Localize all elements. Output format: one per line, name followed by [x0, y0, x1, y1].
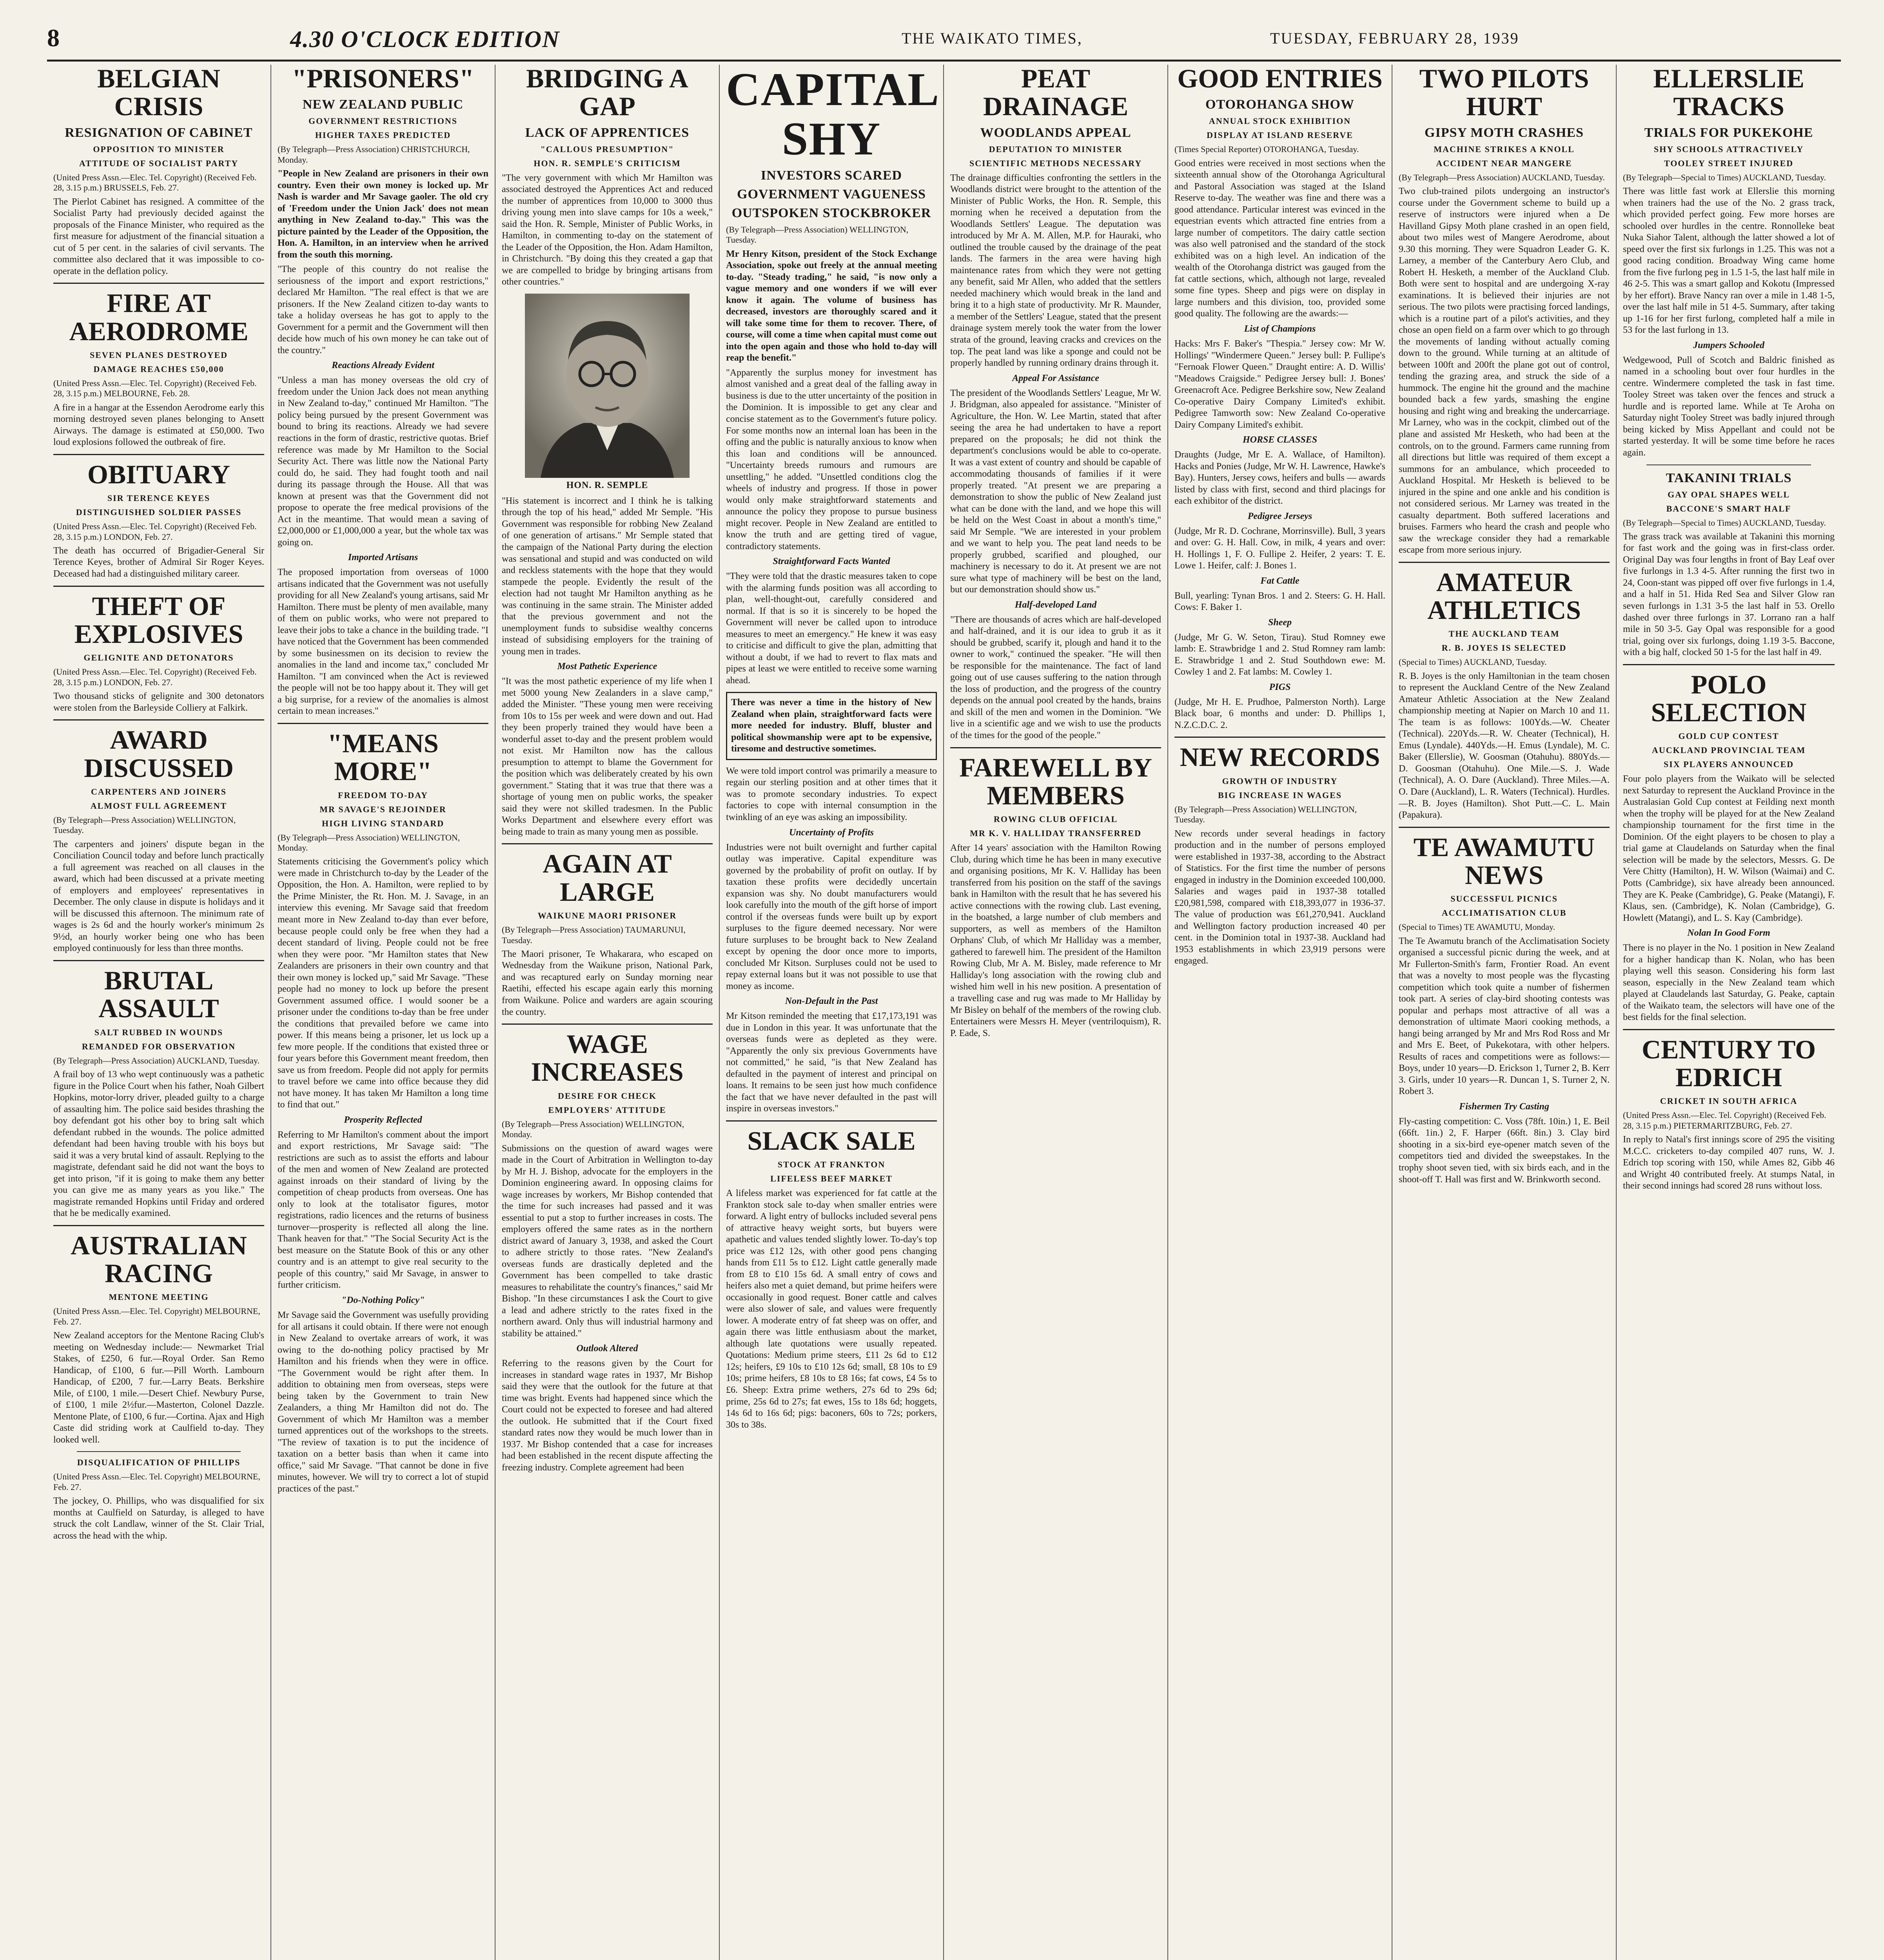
deck: SCIENTIFIC METHODS NECESSARY [969, 158, 1142, 168]
article-body: After 14 years' association with the Hamilton Rowing Club, during which time he has been in many executive and organising positions, Mr K. V. Halliday has been transferred from his position on the staff of the savings bank in Hamilton with the result that he has severed his active connections with the rowing club. Last evening, in the boatshed, a large number of club members and supporters, as well as members of the Hamilton Orphans' Club, of which Mr Halliday was a member, gathered to farewell him. The president of the Hamilton Rowing Club, Mr A. M. Bisley, made reference to Mr Halliday's long association with the rowing club and wished him well in his new position. A presentation of a travelling case and rug was made to Mr Halliday by Mr Bisley on behalf of the members of the rowing club. Entertainers were Messrs H. Meyer (ventriloquism), R. P. Eade, S. [950, 843, 1161, 1038]
article-brutal-assault [53, 967, 264, 1220]
credit-line: (Special to Times) TE AWAMUTU, Monday. [1399, 922, 1555, 932]
divider [950, 747, 1161, 748]
deck: DISPLAY AT ISLAND RESERVE [1207, 130, 1353, 140]
article-slack-sale [726, 1127, 937, 1431]
article-body: Two club-trained pilots undergoing an instructor's course under the Government scheme to build up a reserve of instructors were injured when a De Havilland Gipsy Moth plane crashed in an open field, about two miles west of Mangere Aerodrome, about 9.30 this morning. They were Squadron Leader G. K. Larney, a member of the Canterbury Aero Club, and Robert H. Hesketh, a member of the Auckland Club. Both were sent to hospital and are undergoing X-ray examinations. It is believed their injuries are not serious. The two pilots were practising forced landings, which is a routine part of a pilot's activities, and they chose an open field on a farm over which to go through the movements of landing without actually coming down to the ground. While turning at an altitude of between 100ft and 200ft the plane got out of control, tending the grazing area, and struck the side of a hummock. The engine hit the ground and the machine bounded back a few yards, smashing the engine housing and right wing and breaking the undercarriage. Mr Larney, who was in the cockpit, climbed out of the plane and assisted Mr Hesketh, who had been at the controls, on to the ground. Farmers came running from all directions but little was required of them except a summons for an ambulance, which proceeded to Auckland Hospital. Mr Hesketh is believed to be injured in the spine and one ankle and his condition is not considered serious. Mr Larney was treated in the casualty department. Both suffered lacerations and bruises. Farmers who heard the crash and people who saw the wreckage consider they had a remarkable escape from more serious injury. [1399, 186, 1610, 555]
credit-line: (United Press Assn.—Elec. Tel. Copyright) MELBOURNE, Feb. 27. [53, 1306, 260, 1327]
page-number: 8 [47, 24, 60, 52]
article-body: Submissions on the question of award wages were made in the Court of Arbitration in Wellington to-day by Mr H. J. Bishop, advocate for the employers in the Dominion engineering award. In opposing claims for wage increases by workers, Mr Bishop contended that the time for such increases had passed and it was essential to put a stop to further increases in costs. The employers offered the same rates as in the northern district award of January 3, 1938, and asked the Court to adhere strictly to those rates. "New Zealand's overseas funds are drastically depleted and the Government has been compelled to take drastic measures to rehabilitate the country's finances," said Mr Bishop. "In these circumstances I ask the Court to give a lead and adhere strictly to the rates fixed in the northern award. Only thus will industrial harmony and stability be attained." [502, 1143, 713, 1339]
headline: CAPITAL SHY [726, 65, 940, 165]
deck: WAIKUNE MAORI PRISONER [537, 911, 677, 921]
article-body: Fly-casting competition: C. Voss (78ft. 10in.) 1, E. Beil (66ft. 1in.) 2, F. Harper (66ft. 8in.) 3. Clay bird shooting in a six-bird eye-opener match seven of the competitors tied and divided the sweepstakes. In the trophy shoot seven tied, with six birds each, and in the shoot-off T. Hall was first and W. Brinkworth second. [1399, 1116, 1610, 1185]
deck: TOOLEY STREET INJURED [1664, 158, 1794, 168]
article-body: A frail boy of 13 who wept continuously was a pathetic figure in the Police Court when his father, Noah Gilbert Hopkins, motor-lorry driver, pleaded guilty to a charge of assaulting him. The police said besides thrashing the boy defendant got his other boy to bring salt which defendant rubbed in the wounds. The police admitted defendant had been having trouble with his boys but said it was a very brutal kind of assault. Replying to the magistrate, defendant said he did not want the boys to get into prison, "if it is going to make them any better you can give me as many years as you like." The magistrate remanded Hopkins until Friday and ordered that he be medically examined. [53, 1069, 264, 1219]
subheading: Outlook Altered [576, 1343, 638, 1354]
article-body: Referring to the reasons given by the Court for increases in standard wage rates in 1937, Mr Bishop said they were that the outlook for the future at that time was bright. Events had happened since which the Court could not be expected to foresee and had altered the outlook. He submitted that if the Court fixed standard rates now they would be much lower than in 1937. Mr Bishop contended that a case for increases had been established in the recent dispute affecting the freezing industry. Complete agreement had been [502, 1358, 713, 1473]
headline: AMATEUR ATHLETICS [1427, 567, 1581, 625]
column-2 [271, 65, 496, 1960]
article-body: Hacks: Mrs F. Baker's "Thespia." Jersey cow: Mr W. Hollings' "Windermere Queen." Jersey bull: P. Fullipe's "Fernoak Flower Queen." Draught entire: A. D. Willis' "Meadows Craigside." Pedigree Jersey bull: J. Bones' Greenacroft Ace. Pedigree Berkshire sow, New Zealand Co-operative Dairy Company Limited's exhibit. Pedigree Tamworth sow: New Zealand Co-operative Dairy Company Limited's exhibit. [1174, 339, 1385, 430]
deck: DEPUTATION TO MINISTER [989, 144, 1123, 154]
article-new-records [1174, 743, 1385, 967]
deck: THE AUCKLAND TEAM [1448, 629, 1560, 639]
credit-line: (By Telegraph—Press Association) WELLINGTON, Monday. [502, 1119, 684, 1140]
article-ellerslie-tracks [1623, 65, 1835, 459]
article-body: Referring to Mr Hamilton's comment about the import and export restrictions, Mr Savage said: "The restrictions are such as to assist the efforts and labour of the men and women of New Zealand are protected against inroads on their standard of living by the competition of cheap products from overseas. One has only to look at the totalisator figures, motor registrations, radio licences and the returns of business turnover—prosperity is reflected all along the line. Thank heaven for that." "The Social Security Act is the best measure on the Statute Book of this or any other country and is an attempt to give real security to the people of this country," said Mr Savage, in answer to further criticism. [278, 1129, 488, 1290]
subheading: Fat Cattle [1260, 575, 1300, 586]
deck: GIPSY MOTH CRASHES [1425, 125, 1584, 140]
headline: BRIDGING A GAP [526, 65, 688, 122]
deck: GAY OPAL SHAPES WELL [1667, 489, 1790, 499]
subheading: Jumpers Schooled [1693, 340, 1764, 350]
deck: DAMAGE REACHES £50,000 [93, 364, 224, 374]
divider [53, 1225, 264, 1226]
credit-line: (By Telegraph—Special to Times) AUCKLAND, Tuesday. [1623, 172, 1826, 182]
article-body: "They were told that the drastic measures taken to cope with the alarming funds position was all according to plan, well-thought-out, carefully considered and normal. If that is so it is sincerely to be hoped the Government will never be called upon to introduce measures to meet an emergency." He knew it was easy to criticise and difficult to give the plan, admitting that without a doubt, if we had to revert to flax mats and pipes at least we were entitled to receive some warning ahead. [726, 571, 937, 686]
deck: WOODLANDS APPEAL [980, 125, 1131, 140]
article-australian-racing [53, 1232, 264, 1542]
article-body: Draughts (Judge, Mr E. A. Wallace, of Hamilton). Hacks and Ponies (Judge, Mr W. H. Lawrence, Hawke's Bay). Hunters, Jersey cows, heifers and bulls — awards listed by class with first, second and third placings for each exhibitor of the district. [1174, 450, 1385, 506]
credit-line: (By Telegraph—Press Association) AUCKLAND, Tuesday. [1399, 172, 1605, 182]
headline: BELGIAN CRISIS [97, 65, 220, 122]
columns [47, 65, 1841, 1960]
divider [1399, 562, 1610, 563]
deck: OTOROHANGA SHOW [1205, 97, 1354, 112]
divider [53, 960, 264, 961]
article-fire-aerodrome [53, 289, 264, 448]
deck: NEW ZEALAND PUBLIC [302, 97, 464, 112]
headline: BRUTAL ASSAULT [98, 965, 219, 1024]
credit-line: (By Telegraph—Press Association) WELLINGTON, Monday. [278, 832, 460, 853]
article-lede: "People in New Zealand are prisoners in their own country. Even their own money is locked up. Mr Nash is warder and Mr Savage gaoler. The old cry of 'Freedom under the Union Jack' does not mean anything in New Zealand to-day." This was the picture painted by the Leader of the Opposition, the Hon. A. Hamilton, in an interview when he arrived from the south this morning. [278, 169, 488, 260]
deck: LIFELESS BEEF MARKET [770, 1174, 893, 1184]
deck: HIGH LIVING STANDARD [321, 818, 445, 828]
deck: ANNUAL STOCK EXHIBITION [1209, 116, 1351, 126]
credit-line: (United Press Assn.—Elec. Tel. Copyright) (Received Feb. 28, 3.15 p.m.) LONDON, Feb. 27. [53, 667, 257, 687]
article-body: The Pierlot Cabinet has resigned. A committee of the Socialist Party had previously decided against the proposals of the Finance Minister, who required as the first measure for adjustment of the financial situation a cut of 5 per cent. in the salaries of civil servants. The committee also declared that it was impossible to co-operate in the deflation policy. [53, 196, 264, 276]
article-body: The jockey, O. Phillips, who was disqualified for six months at Caulfield on Saturday, is alleged to have struck the colt Landlaw, winner of the St. Clair Trial, across the head with the whip. [53, 1496, 264, 1541]
deck: GOLD CUP CONTEST [1678, 731, 1779, 741]
headline: NEW RECORDS [1180, 742, 1380, 772]
article-body: "Unless a man has money overseas the old cry of freedom under the Union Jack does not mean anything in New Zealand to-day," continued Mr Hamilton. "The policy being pursued by the present Government was bound to bring its reactions. Already we had severe reactions in the form of drastic, restrictive quotas. Brief reference was made by Mr Hamilton to the Social Security Act. There was little now the National Party could do, he said. They had fought tooth and nail during its passage through the House. All that was known at present was that the Government did not propose to operate the free medical provisions of the Act in the meantime. That would mean a saving of £2,000,000 or £1,000,000 a year, but the whole tax was going on. [278, 375, 488, 548]
deck: GELIGNITE AND DETONATORS [83, 653, 234, 663]
subheading: Nolan In Good Form [1687, 928, 1770, 938]
headline: TWO PILOTS HURT [1419, 65, 1589, 122]
deck: SALT RUBBED IN WOUNDS [94, 1027, 223, 1037]
subheading: Most Pathetic Experience [557, 661, 657, 672]
article-body: The death has occurred of Brigadier-General Sir Terence Keyes, brother of Admiral Sir Roger Keyes. Deceased had had a distinguished military career. [53, 545, 264, 579]
article-means-more [278, 730, 488, 1495]
deck: DISTINGUISHED SOLDIER PASSES [76, 507, 242, 517]
subheading: Appeal For Assistance [1012, 373, 1099, 383]
credit-line: (United Press Assn.—Elec. Tel. Copyright) (Received Feb. 28, 3.15 p.m.) PIETERMARITZBURG, Feb. 27. [1623, 1110, 1826, 1131]
headline: ELLERSLIE TRACKS [1653, 65, 1804, 122]
portrait-photo [525, 294, 690, 478]
article-bridging-gap [502, 65, 713, 838]
headline: CENTURY TO EDRICH [1641, 1034, 1816, 1093]
article-theft-explosives [53, 592, 264, 714]
article-body: Two thousand sticks of gelignite and 300 detonators were stolen from the Barleyside Colliery at Falkirk. [53, 691, 264, 713]
headline: AUSTRALIAN RACING [71, 1230, 247, 1289]
divider [53, 454, 264, 455]
deck: ACCLIMATISATION CLUB [1441, 908, 1567, 918]
deck: AUCKLAND PROVINCIAL TEAM [1652, 745, 1806, 755]
divider [53, 719, 264, 720]
deck: LACK OF APPRENTICES [525, 125, 690, 140]
article-award-discussed [53, 726, 264, 955]
credit-line: (By Telegraph—Press Association) TAUMARUNUI, Tuesday. [502, 925, 686, 945]
deck: MR SAVAGE'S REJOINDER [319, 804, 446, 814]
credit-line: (By Telegraph—Press Association) AUCKLAND, Tuesday. [53, 1055, 260, 1065]
deck: CARPENTERS AND JOINERS [91, 786, 227, 797]
column-3 [496, 65, 720, 1960]
deck: BACCONE'S SMART HALF [1666, 503, 1791, 514]
credit-line: (By Telegraph—Press Association) WELLINGTON, Tuesday. [726, 225, 909, 245]
credit-line: (United Press Assn.—Elec. Tel. Copyright) (Received Feb. 28, 3.15 p.m.) BRUSSELS, Feb. 27. [53, 172, 257, 193]
credit-line: (By Telegraph—Press Association) WELLINGTON, Tuesday. [1174, 804, 1357, 825]
article-prisoners [278, 65, 488, 717]
credit-line: (United Press Assn.—Elec. Tel. Copyright) MELBOURNE, Feb. 27. [53, 1472, 260, 1492]
deck: SEVEN PLANES DESTROYED [89, 350, 228, 360]
deck: SIX PLAYERS ANNOUNCED [1663, 759, 1794, 769]
article-te-awamutu-news [1399, 833, 1610, 1185]
deck: ATTITUDE OF SOCIALIST PARTY [79, 158, 239, 168]
article-body: There was little fast work at Ellerslie this morning when trainers had the use of the No. 2 grass track, which provided perfect going. Few more horses are schooled over hurdles in the centre. Ronnolleke beat Nuka Siahor Talent, although the latter showed a lot of speed over the first six furlongs in 1.25. This was not a good racing condition. Broadway Wing came home from the five furlong peg in 1.5 1-5, the last half mile in 46 2-5. This was a smart gallop and Kokotu (Impressed by her effort). Brave Nancy ran over a mile in 1.48 1-5, over the last half mile in 51 4-5. Summary, after taking up 1-16 for her first furlong, completed half a mile in 53 for the last furlong in 13. [1623, 186, 1835, 336]
issue-date: TUESDAY, FEBRUARY 28, 1939 [1270, 29, 1519, 47]
deck: BIG INCREASE IN WAGES [1218, 790, 1342, 800]
article-obituary [53, 461, 264, 580]
headline: "PRISONERS" [292, 65, 474, 93]
divider [53, 283, 264, 284]
deck: STOCK AT FRANKTON [777, 1160, 886, 1170]
credit-line: (United Press Assn.—Elec. Tel. Copyright) (Received Feb. 28, 3.15 p.m.) MELBOURNE, Feb. 28. [53, 378, 257, 399]
article-body: A lifeless market was experienced for fat cattle at the Frankton stock sale to-day when smaller entries were forward. A light entry of bullocks included several pens of attractive heavy weight sorts, but buyers were apathetic and values tended slightly lower. To-day's top price was £12 12s, with other good pens changing hands from £11 5s to £12. Light cattle generally made from £8 to £10 15s 6d. A small entry of cows and heifers also met a quiet demand, but prime heifers were occasionally in good request. Boner cattle and calves were also slower of sale, and values were frequently lower. A moderate entry of fat sheep was on offer, and again there was little enthusiasm about the market, although late quotations were usually repeated. Quotations: Medium prime steers, £11 2s 6d to £12 12s; heifers, £9 10s to £10 12s 6d; small, £8 10s to £9 10s; prime heifers, £8 10s to £8 16s; fat cows, £4 5s to £6. Sheep: Extra prime wethers, 27s 6d to 29s 6d; prime, 25s 6d to 27s; fat ewes, 15s to 18s 6d; hoggets, 14s 6d to 16s 6d; pigs: baconers, 60s to 72s; porkers, 30s to 38s. [726, 1188, 937, 1430]
article-body: In reply to Natal's first innings score of 295 the visiting M.C.C. cricketers to-day compiled 407 runs, W. J. Edrich top scoring with 150, while Ames 82, Gibb 46 and Wright 40 contributed freely. At stumps Natal, in their second innings had scored 28 runs without loss. [1623, 1134, 1835, 1191]
article-body: "His statement is incorrect and I think he is talking through the top of his head," added Mr Semple. "His Government was responsible for robbing New Zealand of one generation of artisans." Mr Semple stated that the campaign of the National Party during the election was sensational and stupid and was conducted on wild and reckless statements with the hope that they would stampede the people. Evidently the result of the election had not taught Mr Hamilton anything as he was continuing in the same strain. The Minister added that the previous government and not the unemployment funds to subsidise wealthy concerns instead of subsidising employers for the training of young men in trades. [502, 495, 713, 657]
edition-title: 4.30 O'CLOCK EDITION [290, 26, 560, 52]
article-body: Wedgewood, Pull of Scotch and Baldric finished as named in a schooling bout over four hurdles in the centre. Windermere completed the task in fast time. Tooley Street was taken over the fences and struck a hurdle and is reported lame. While at Te Aroha on Saturday night Tooley Street was badly injured through being kicked by Miss Appellant and could not be started yesterday. It will be some time before he races again. [1623, 355, 1835, 458]
divider [278, 723, 488, 724]
article-body: A fire in a hangar at the Essendon Aerodrome early this morning destroyed seven planes belonging to Ansett Airways. The damage is estimated at £50,000. Two loud explosions followed the outbreak of fire. [53, 402, 264, 448]
credit-line: (By Telegraph—Special to Times) AUCKLAND, Tuesday. [1623, 517, 1826, 528]
article-body: The drainage difficulties confronting the settlers in the Woodlands district were brought to the attention of the Minister of Public Works, the Hon. R. Semple, this morning when he received a deputation from the Woodlands Settlers' League. The deputation was introduced by Mr A. M. Allen, M.P. for Hauraki, who outlined the trouble caused by the drainage of the peat lands. The farmers in the area were having high maintenance rates from which they were not getting any benefit, said Mr Allen, who added that the settlers needed machinery which would break in the land and bring it to a high state of productivity. Mr R. Maunder, a member of the Settlers' League, stated that the present drainage system merely took the water from the lower strata of the ground, leaving cracks and crevices on the top. The peat land was like a sponge and could not be properly handled by running ordinary drains through it. [950, 172, 1161, 368]
subheading: Prosperity Reflected [344, 1114, 422, 1125]
article-body: "It was the most pathetic experience of my life when I met 5000 young New Zealanders in a slave camp," added the Minister. "These young men were receiving from 10s to 15s per week and were down and out. Had they been properly trained they would have been a wonderful asset to-day and the present problem would not exist. Mr Hamilton now has the callous presumption to attempt to blame the Government for the position which was deliberately created by his own government." Stating that it was true that there was a shortage of young men on public works, the speaker said they were not skilled tradesmen. In the Public Works Department and elsewhere every effort was being made to train as many young men as possible. [502, 676, 713, 837]
divider [502, 843, 713, 844]
article-body: (Judge, Mr G. W. Seton, Tirau). Stud Romney ewe lamb: E. Strawbridge 1 and 2. Stud Romney ram lamb: E. Strawbridge 1 and 2. Stud Southdown ewe: M. Cowley 1 and 2. Fat lambs: M. Cowley 1. [1174, 632, 1385, 677]
article-body: The grass track was available at Takanini this morning for fast work and the going was in first-class order. Original Day was four lengths in front of Bay Leaf over five furlongs in 1.3 4-5. After running the first two in 24, Coon-stant was pipped off over five furlongs in 1.4, and a half in 51. Hida Red Sea and Silver Glow ran seven furlongs in 1.31 3-5 the last half in 53. Orello dashed over three furlongs in 37. Lorrano ran a half mile in 50 3-5. Gay Opal was responsible for a good trial, going over six furlongs, doing 1.19 3-5. Baccone, with a big half, clocked 50 1-5 for the last half in 49. [1623, 531, 1835, 658]
article-body: Statements criticising the Government's policy which were made in Christchurch to-day by the Leader of the Opposition, the Hon. A. Hamilton, were replied to by the Prime Minister, the Rt. Hon. M. J. Savage, in an interview this evening. Mr Savage said that freedom meant more in New Zealand to-day than ever before, because people could only be free when they had a decent standard of living. People could not be free when they were poor. "Mr Hamilton states that New Zealanders are prisoners in their own country and that their own money is locked up," said Mr Savage. "These people had no money to lock up before the present Government assumed office. I would sooner be a prisoner under the conditions to-day than be free under the conditions that prevailed before we came into power. If this means being a prisoner, let us lock up a few more people. If the conditions that existed three or four years before this Government meant freedom, then save us from freedom. People did not apply for permits to travel before we came into office because they did not have money. It has taken Mr Hamilton a long time to find that out." [278, 857, 488, 1110]
article-body: Mr Savage said the Government was usefully providing for all artisans it could obtain. If there were not enough in New Zealand to overtake arrears of work, it was owing to the do-nothing policy practised by Mr Hamilton and his friends when they were in office. "The Government would be right after them. In addition to obtaining men from overseas, steps were being taken by the Government to train New Zealanders, a thing Mr Hamilton did not do. The Government of which Mr Hamilton was a member turned apprentices out of the workshops to the streets. "The review of taxation is to put the incidence of taxation on a better basis than when it came into office," said Mr Savage. "That cannot be done in five minutes, however. We will try to correct a lot of stupid practices of the past." [278, 1310, 488, 1494]
subheading: Uncertainty of Profits [789, 827, 874, 838]
deck: ACCIDENT NEAR MANGERE [1436, 158, 1572, 168]
deck: OUTSPOKEN STOCKBROKER [731, 206, 931, 220]
column-1 [47, 65, 271, 1960]
credit-line: (By Telegraph—Press Association) WELLINGTON, Tuesday. [53, 815, 236, 835]
headline: FAREWELL BY MEMBERS [959, 752, 1152, 810]
column-4 [720, 65, 944, 1960]
article-body: New records under several headings in factory production and in the number of persons employed were established in 1937-38, according to the Abstract of Statistics. For the first time the number of persons engaged in industry in the Dominion exceeded 100,000. Salaries and wages paid in 1937-38 totalled £20,981,598, compared with £18,393,077 in 1936-37. The value of production was £61,270,941. Auckland and Wellington factory production increased 40 per cent. in the Dominion total in 1937-38. Auckland had 1953 establishments in which 23,919 persons were engaged. [1174, 828, 1385, 966]
article-body: (Judge, Mr H. E. Prudhoe, Palmerston North). Large Black boar, 6 months and under: D. Phillips 1, N.Z.C.D.C. 2. [1174, 697, 1385, 730]
deck: DESIRE FOR CHECK [557, 1091, 657, 1101]
divider [53, 586, 264, 587]
article-peat-drainage [950, 65, 1161, 742]
deck: CRICKET IN SOUTH AFRICA [1660, 1096, 1798, 1106]
article-belgian-crisis [53, 65, 264, 277]
headline: POLO SELECTION [1651, 669, 1807, 727]
headline: AGAIN AT LARGE [543, 849, 672, 907]
divider [1399, 827, 1610, 828]
pull-quote-box: There was never a time in the history of New Zealand when plain, straightforward facts were more needed for industry. Bluff, bluster and political showmanship were apt to be expensive, tiresome and destructive sometimes. [726, 692, 937, 760]
article-body: "The people of this country do not realise the seriousness of the import and export restrictions," declared Mr Hamilton. "The real effect is that we are prisoners. If the New Zealand citizen to-day wants to take a holiday overseas he has got to apply to the Government for a permit and the Government will then decide how much of his own money he can take out of the country." [278, 264, 488, 356]
article-body: "Apparently the surplus money for investment has almost vanished and a great deal of the falling away in business is due to the utter uncertainty of the position in the Dominion. It is impossible to get any clear and concise statement as to the Government's future policy. For some months now an internal loan has been in the offing and the public is naturally anxious to know when this loan and conditions will be announced. "Uncertainty breeds rumours and rumours are unsettling," he added. "Unsettled conditions clog the wheels of industry and progress. If those in power would only make straightforward statements and announce the policy they propose to pursue business might recover. People in New Zealand are entitled to know the truth and are getting tired of vague, contradictory statements. [726, 367, 937, 552]
subheading: List of Champions [1244, 324, 1316, 334]
article-body: "The very government with which Mr Hamilton was associated destroyed the Apprentices Act and reduced the number of apprentices from 10,000 to 3000 thus driving young men into slave camps for 10s a week," said the Hon. R. Semple, Minister of Public Works, in Hamilton, in commenting to-day on the statement of the Leader of the Opposition, the Hon. Adam Hamilton, in Christchurch. "By doing this they created a gap that we are compelled to bridge by bringing artisans from other countries." [502, 172, 713, 287]
deck: FREEDOM TO-DAY [338, 790, 428, 800]
article-lede: Mr Henry Kitson, president of the Stock Exchange Association, spoke out freely at the annual meeting to-day. "Steady trading," he said, "is now only a vague memory and one wonders if we will ever know it again. The volume of business has decreased, investors are thoroughly scared and it will take some time for them to recover. There, of course, will come a time when capital must come out into the open again and those who hold to-day will reap the benefit." [726, 249, 937, 363]
article-two-pilots-hurt [1399, 65, 1610, 556]
article-body: The Maori prisoner, Te Whakarara, who escaped on Wednesday from the Waikune prison, National Park, and was recaptured early on Sunday morning near Raetihi, effected his escape again early this morning from Waikune. Police and warders are again scouring the country. [502, 949, 713, 1017]
article-body: There is no player in the No. 1 position in New Zealand for a higher handicap than K. Nolan, who has been playing well this season. Considering his form last season, especially in the New Zealand team which played at Claudelands last Saturday, G. Peake, captain of the Waikato team, the selectors will have one of the best fields for the final selection. [1623, 943, 1835, 1023]
article-body: New Zealand acceptors for the Mentone Racing Club's meeting on Wednesday include:— Newmarket Trial Stakes, of £250, 6 fur.—Royal Order. San Remo Handicap, of £100, 6 fur.—Pill Worth. Lambourn Handicap, of £200, 7 fur.—Larry Beats. Berkshire Mile, of £100, 1 mile.—Desert Chief. Newbury Purse, of £100, 1 mile 2½fur.—Masterton, Colonel Dazzle. Mentone Plate, of £100, 6 fur.—Cortina. Ajax and High Caste did striding work at Caulfield to-day. They looked well. [53, 1330, 264, 1445]
article-polo-selection [1623, 671, 1835, 1024]
article-body: Good entries were received in most sections when the sixteenth annual show of the Otorohanga Agricultural and Pastoral Association was staged at the Island Reserve to-day. The weather was fine and there was a good attendance. Particular interest was evinced in the equestrian events which attracted fine entries from a large number of competitors. The dairy cattle section was also well patronised and the standard of the stock exhibited was on a high level. An indication of the wealth of the Otorohanga district was gauged from the fat cattle sections, which, although not large, revealed some fine types. Sheep and pigs were on display in large numbers and this division, too, provided some good quality. The following are the awards:— [1174, 158, 1385, 319]
subheading: Imported Artisans [348, 552, 418, 563]
article-wage-increases [502, 1030, 713, 1474]
deck: HIGHER TAXES PREDICTED [315, 130, 451, 140]
deck: "CALLOUS PRESUMPTION" [540, 144, 674, 154]
article-takanini-trials [1623, 471, 1835, 659]
article-century-to-edrich [1623, 1036, 1835, 1192]
divider [77, 1451, 241, 1452]
deck: REMANDED FOR OBSERVATION [82, 1041, 236, 1051]
credit-line: (By Telegraph—Press Association) CHRISTCHURCH, Monday. [278, 144, 470, 165]
deck: GROWTH OF INDUSTRY [1222, 776, 1338, 786]
article-body: Industries were not built overnight and further capital outlay was imperative. Capital expenditure was governed by the probability of profit on outlay. If by taxation these profits were decidedly uncertain expansion was shy. No doubt manufacturers would look carefully into the mouth of the gift horse of import control if the overseas funds were built up by export surpluses to the figure deemed necessary. Nor were future surpluses to be brought back to New Zealand except by opening the door once more to imports, concluded Mr Kitson. Surpluses could not be used to repay external loans but it was not possible to use that money as income. [726, 842, 937, 991]
article-body: The president of the Woodlands Settlers' League, Mr W. J. Bridgman, also appealed for assistance. "Minister of Agriculture, the Hon. W. Lee Martin, stated that after seeing the area he had undertaken to have a report prepared on the proposals; he did not think the department's conclusions would be able to co-operate. It was a vast extent of country and should be capable of accommodating thousands of families if it were properly treated. "At present we are preparing a demonstration to show the public of New Zealand just what can be done with the land, and we hope this will be held on the West Coast in about a month's time," said Mr Semple. "We are interested in your problem and we want to help you. The peat land needs to be properly grubbed, scarified and ploughed, our machinery is necessary to do it. At present we are not sure what type of machinery will be best on the land, but our demonstration should show us." [950, 388, 1161, 595]
deck: EMPLOYERS' ATTITUDE [548, 1105, 666, 1115]
subheading: Straightforward Facts Wanted [773, 556, 890, 567]
headline: OBITUARY [87, 459, 231, 489]
deck: SHY SCHOOLS ATTRACTIVELY [1653, 144, 1804, 154]
deck: ROWING CLUB OFFICIAL [993, 814, 1118, 824]
article-body: Four polo players from the Waikato will be selected next Saturday to represent the Auckland Province in the Australasian Gold Cup contest at Feilding next month when the trophy will be played for at the New Zealand championship tournament for the first time in the Dominion. Of the eight players to be chosen to play a trial game at Claudelands on Saturday when the final selection will be made by the selectors, Messrs. G. De Vere Chitty (Hamilton), H. W. Wilson (Waimai) and C. Potts (Cambridge), six have already been announced. They are K. Peake (Cambridge), G. Peake (Matangi), F. Klaus, sen. (Cambridge), K. Nolan (Cambridge), G. Howlett (Matangi), and L. S. Kay (Cambridge). [1623, 774, 1835, 923]
deck: TRIALS FOR PUKEKOHE [1644, 125, 1813, 140]
subheading: HORSE CLASSES [1242, 435, 1318, 445]
divider [726, 1120, 937, 1122]
headline: TE AWAMUTU NEWS [1413, 832, 1595, 890]
headline: AWARD DISCUSSED [84, 725, 234, 783]
deck: SIR TERENCE KEYES [107, 493, 211, 503]
article-amateur-athletics [1399, 568, 1610, 821]
credit-line: (United Press Assn.—Elec. Tel. Copyright) (Received Feb. 28, 3.15 p.m.) LONDON, Feb. 27. [53, 521, 257, 542]
subheading: Non-Default in the Past [785, 996, 878, 1007]
article-body: Bull, yearling: Tynan Bros. 1 and 2. Steers: G. H. Hall. Cows: F. Baker 1. [1174, 590, 1385, 613]
article-again-at-large [502, 850, 713, 1018]
divider [1623, 664, 1835, 665]
photo-caption: HON. R. SEMPLE [566, 480, 648, 490]
deck: HON. R. SEMPLE'S CRITICISM [534, 158, 681, 168]
subheading: Sheep [1268, 617, 1292, 628]
subheading: Pedigree Jerseys [1247, 511, 1312, 521]
deck: ALMOST FULL AGREEMENT [90, 800, 227, 811]
headline: "MEANS MORE" [327, 728, 439, 786]
column-8 [1617, 65, 1841, 1960]
article-body: "There are thousands of acres which are half-developed and half-drained, and it is our idea to grub it as it should be grubbed, scarify it, plough and hand it to the owner to work," continued the speaker. "He will then be responsible for the maintenance. The fact of land going out of use causes suffering to the nation through the loss of production, and the progress of the country depends on the annual pool created by the hands, brains and skill of the men and women in the Dominion. "We live in a scientific age and we wish to use the products of the times for the good of the people." [950, 614, 1161, 740]
deck: MENTONE MEETING [109, 1292, 209, 1302]
headline: WAGE INCREASES [531, 1029, 684, 1087]
article-capital-shy [726, 65, 940, 1115]
article-good-entries [1174, 65, 1385, 731]
article-body: We were told import control was primarily a measure to regain our sterling position and at other times that it was to promote secondary industries. To expect factories to cope with internal consumption in the twinkling of an eye was asking an impossibility. [726, 766, 937, 822]
deck: DISQUALIFICATION OF PHILLIPS [77, 1457, 241, 1468]
column-6 [1168, 65, 1392, 1960]
column-7 [1392, 65, 1617, 1960]
article-body: R. B. Joyes is the only Hamiltonian in the team chosen to represent the Auckland Centre of the New Zealand Amateur Athletic Association at the New Zealand championship meeting at Napier on March 10 and 11. The team is as follows: 100Yds.—W. Cheater (Technical). 220Yds.—R. W. Cheater (Technical), H. Emus (Lyndale). 440Yds.—H. Emus (Lyndale), M. C. Baker (Ellerslie), W. Goosman (Otahuhu). 880Yds.—D. Goosman (Otahuhu). One Mile.—S. J. Wade (Technical), A. O. Dare (Auckland). Three Miles.—A. O. Dare (Auckland), L. R. Waters (Technical). Hurdles.—R. B. Joyes (Hamilton). Shot Putt.—C. L. Main (Papakura). [1399, 671, 1610, 820]
deck: GOVERNMENT VAGUENESS [737, 187, 926, 201]
subheading: PIGS [1269, 682, 1291, 692]
article-body: The proposed importation from overseas of 1000 artisans indicated that the Government was not usefully providing for all New Zealand's young artisans, said Mr Hamilton. There must be plenty of men available, many of them on public works, who were not prepared to leave their jobs to take a chance in the building trade. "I have noticed that the Government has been commended by some businessmen on its decision to review the anomalies in the land and income tax," concluded Mr Hamilton. "I am convinced when the Act is reviewed the people will not be too happy about it. They will get a big surprise, for a review of the anomalies is almost certain to mean increases." [278, 567, 488, 717]
deck: SUCCESSFUL PICNICS [1450, 894, 1558, 904]
headline: GOOD ENTRIES [1177, 65, 1383, 93]
deck: MACHINE STRIKES A KNOLL [1434, 144, 1575, 154]
subheading: Half-developed Land [1015, 599, 1097, 610]
deck: INVESTORS SCARED [760, 168, 902, 183]
subheading: "Do-Nothing Policy" [341, 1295, 425, 1305]
divider [502, 1024, 713, 1025]
divider [1623, 1029, 1835, 1030]
headline: FIRE AT AERODROME [69, 288, 249, 346]
article-body: (Judge, Mr R. D. Cochrane, Morrinsville). Bull, 3 years and over: G. H. Hall. Cow, in milk, 4 years and over: H. Hollings 1, F. O. Fullipe 2. Heifer, 2 years: T. E. Lowe 1. Heifer, calf: J. Bones 1. [1174, 526, 1385, 571]
deck: RESIGNATION OF CABINET [65, 125, 253, 140]
headline: PEAT DRAINAGE [983, 65, 1129, 122]
deck: TAKANINI TRIALS [1666, 470, 1792, 485]
article-body: The carpenters and joiners' dispute began in the Conciliation Council today and before lunch practically a full agreement was reached on all clauses in the award, which had been discussed at a private meeting of employers and employees' representatives in December. The only clause in dispute is holidays and it will be discussed this afternoon. The minimum rate of wages is 2s 6d and the hourly worker's minimum 2s 9½d, an hourly worker being one who has been employed continuously for less than three months. [53, 839, 264, 954]
headline: SLACK SALE [747, 1125, 916, 1156]
masthead [47, 16, 1841, 62]
deck: GOVERNMENT RESTRICTIONS [309, 116, 457, 126]
divider [1174, 737, 1385, 738]
subheading: Fishermen Try Casting [1459, 1101, 1549, 1112]
deck: OPPOSITION TO MINISTER [93, 144, 225, 154]
article-body: Mr Kitson reminded the meeting that £17,173,191 was due in London in this year. It was unfortunate that the overseas funds were as depleted as they were. "Apparently the only six previous Governments have not committed," he said, "is that New Zealand has defaulted in the payment of interest and principal on loans. It remains to be seen just how much confidence the fact that we have never defaulted in the past will inspire in overseas investors." [726, 1011, 937, 1114]
article-farewell [950, 754, 1161, 1040]
paper-name: THE WAIKATO TIMES, [902, 29, 1083, 47]
deck: MR K. V. HALLIDAY TRANSFERRED [970, 828, 1142, 838]
column-5 [944, 65, 1168, 1960]
deck: R. B. JOYES IS SELECTED [1441, 643, 1567, 653]
subheading: Reactions Already Evident [332, 360, 434, 371]
headline: THEFT OF EXPLOSIVES [74, 591, 243, 649]
article-body: The Te Awamutu branch of the Acclimatisation Society organised a successful picnic during the week, and at Mr Fullerton-Smith's farm, Frontier Road. An event that was a novelty to most people was the flycasting competition which took quite a number of fishermen took part. A series of clay-bird shooting contests was popular and perhaps most attractive of all was a demonstration of ultimate Maori cooking methods, a hangi being arranged by Mr and Mrs Rod Ross and Mr and Mrs E. Beet, of Pukekotara, with other helpers. Results of races and competitions were as follows:—Boys, under 10 years—D. Erickson 1, Turner 2, B. Kerr 3. Girls, under 10 years—R. Duncan 1, S. Turner 2, N. Robert 3. [1399, 936, 1610, 1097]
credit-line: (Special to Times) AUCKLAND, Tuesday. [1399, 657, 1547, 667]
credit-line: (Times Special Reporter) OTOROHANGA, Tuesday. [1174, 144, 1359, 154]
